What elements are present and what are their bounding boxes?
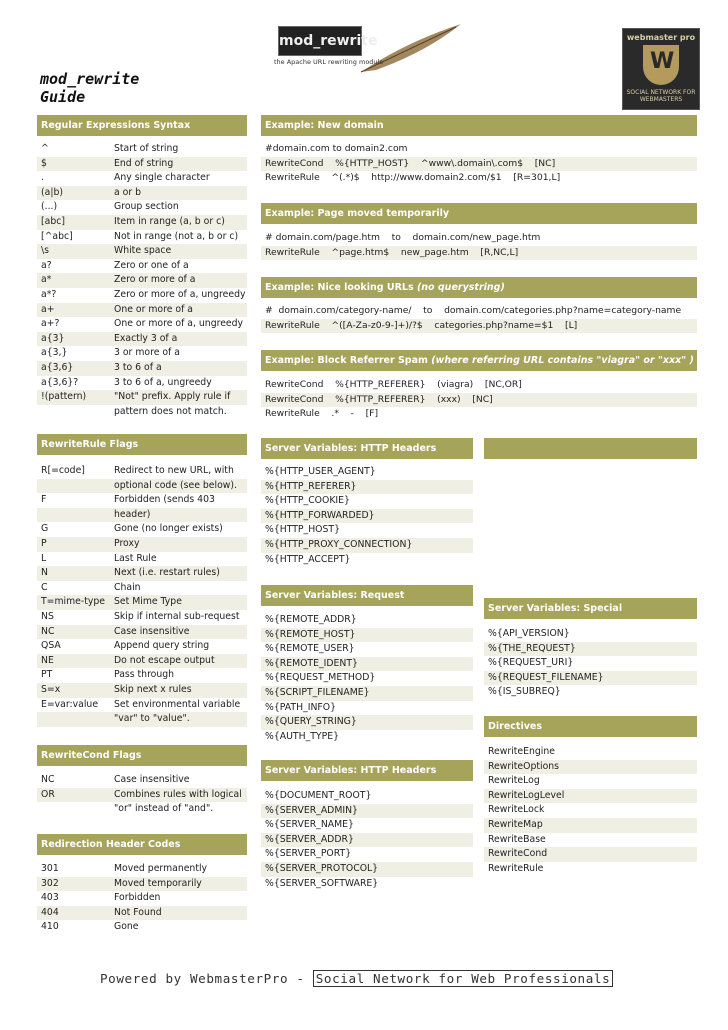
table-row [37,171,247,186]
table-row [37,464,247,479]
row-value: Do not escape output [114,654,215,666]
row-value: Set Mime Type [114,596,182,608]
row-value: Not Found [114,906,162,918]
row-key: 302 [41,877,59,889]
row-value: pattern does not match. [114,405,227,417]
ex-nice-heading [261,277,697,298]
row-value: One or more of a [114,303,194,315]
server-variable: %{REQUEST_FILENAME} [484,671,697,686]
sv-special-list [484,627,697,700]
table-row [37,773,247,788]
table-row [37,610,247,625]
directive-item: RewriteLock [488,804,545,816]
table-row [37,346,247,361]
row-key: NS [41,610,54,622]
server-variable: %{HTTP_ACCEPT} [265,553,351,565]
table-row [37,273,247,288]
row-key: T=mime-type [41,596,106,608]
directive-item: RewriteMap [484,818,697,833]
ex-referrer-heading [261,350,697,371]
code-line: RewriteRule ^page.htm$ new_page.htm [R,NC,L] [261,246,697,261]
row-key: \s [41,245,49,257]
row-value: 3 to 6 of a [114,361,162,373]
table-row [37,625,247,640]
server-variable: %{DOCUMENT_ROOT} [265,790,372,801]
row-key: [^abc] [41,230,73,242]
badge-subtitle: SOCIAL NETWORK FOR WEBMASTERS [626,89,696,103]
server-variable: %{SERVER_ADDR} [261,833,473,848]
sv-request-list [261,613,473,744]
ex-moved-heading: Example: Page moved temporarily [261,203,697,224]
row-value: End of string [114,157,174,169]
row-key: QSA [41,640,61,652]
row-key: N [41,567,48,579]
server-variable: %{SERVER_NAME} [265,819,354,831]
logo-subtitle: the Apache URL rewriting module [274,58,384,66]
row-value: Any single character [114,172,210,184]
directive-item: RewriteLog [488,775,540,787]
code-line: # domain.com/category-name/ to domain.com/categories.php?name=category-name [265,305,682,316]
row-value: Moved permanently [114,863,208,874]
row-key: G [41,523,49,535]
row-value: Append query string [114,640,210,652]
sv-http2-heading: Server Variables: HTTP Headers [261,760,473,781]
webmasterpro-badge[interactable]: webmaster pro W SOCIAL NETWORK FOR WEBMASTERS [622,28,700,110]
row-key: P [41,537,47,549]
table-row [37,891,247,906]
table-row [37,332,247,347]
server-variable: %{THE_REQUEST} [484,642,697,657]
row-key: 404 [41,906,59,918]
row-value: Combines rules with logical [114,788,242,800]
row-value: Skip next x rules [114,683,192,695]
row-value: Skip if internal sub-request [114,610,240,622]
table-row [37,479,247,494]
ex-domain-code [261,142,697,186]
directive-item: RewriteRule [488,862,544,874]
table-row [37,552,247,567]
server-variable: %{REMOTE_ADDR} [265,614,357,625]
table-row [37,157,247,172]
server-variable: %{HTTP_USER_AGENT} [265,466,376,477]
row-key: . [41,172,44,184]
title-line-2: Guide [40,88,86,106]
directive-item: RewriteLogLevel [484,789,697,804]
ex-referrer-code [261,378,697,422]
server-variable: %{HTTP_PROXY_CONNECTION} [261,538,473,553]
table-row [37,200,247,215]
table-row [37,920,247,935]
server-variable: %{API_VERSION} [488,628,570,639]
row-key: a{3,6} [41,361,74,373]
row-key: a{3,} [41,347,68,359]
regex-heading: Regular Expressions Syntax [37,115,247,136]
row-value: header) [114,508,151,520]
table-row [37,581,247,596]
redirect-heading: Redirection Header Codes [37,834,247,855]
row-key: a+ [41,303,55,315]
page-title [40,70,139,106]
row-value: Group section [114,201,179,213]
condflags-table [37,773,247,817]
table-row [37,654,247,669]
title-line-1: mod_rewrite [40,70,140,88]
row-key: PT [41,669,53,681]
flags-heading: RewriteRule Flags [37,434,247,455]
row-value: Last Rule [114,552,157,564]
row-key: (a|b) [41,186,63,198]
code-line: RewriteCond %{HTTP_HOST} ^www\.domain\.com$ [NC] [261,157,697,172]
row-value: Zero or more of a [114,274,196,286]
code-line: RewriteRule ^([A-Za-z0-9-]+)/?$ categories.php?name=$1 [L] [261,319,697,334]
logo-text: mod_rewrite [278,26,362,56]
row-value: One or more of a, ungreedy [114,318,244,330]
row-key: R[=code] [41,465,85,476]
sv-special-heading: Server Variables: Special [484,598,697,619]
row-value: Chain [114,581,141,593]
row-key: $ [41,157,47,169]
row-key: OR [41,788,55,800]
row-key: ^ [41,143,49,154]
server-variable: %{SCRIPT_FILENAME} [261,686,473,701]
row-value: Proxy [114,537,140,549]
row-key: C [41,581,48,593]
server-variable: %{AUTH_TYPE} [265,730,339,742]
ex-referrer-title: Example: Block Referrer Spam [265,355,428,366]
row-value: "Not" prefix. Apply rule if [114,391,231,403]
table-row [37,376,247,391]
row-key: E=var:value [41,698,99,710]
regex-table [37,142,247,419]
row-value: Gone (no longer exists) [114,523,223,535]
code-line: RewriteRule ^(.*)$ http://www.domain2.com/$1 [R=301,L] [265,172,561,184]
flags-table [37,464,247,727]
table-row [37,877,247,892]
table-row [37,802,247,817]
badge-title: webmaster pro [626,33,696,42]
feather-icon [356,22,466,78]
row-key: NC [41,625,55,637]
row-key: NE [41,654,54,666]
server-variable: %{REQUEST_URI} [488,657,574,669]
row-key: [abc] [41,215,65,227]
row-value: Case insensitive [114,625,190,637]
footer [100,971,613,986]
row-value: Not in range (not a, b or c) [114,230,239,242]
row-key: a? [41,259,52,271]
ex-referrer-subtitle: (where referring URL contains "viagra" or "xxx" ) [431,355,694,366]
row-key: a+? [41,318,60,330]
row-value: Redirect to new URL, with [114,465,234,476]
row-key: S=x [41,683,61,695]
table-row [37,493,247,508]
row-value: Forbidden [114,892,161,904]
server-variable: %{HTTP_REFERER} [261,480,473,495]
row-key: (...) [41,201,58,213]
table-row [37,244,247,259]
row-value: Item in range (a, b or c) [114,215,225,227]
row-value: 3 to 6 of a, ungreedy [114,376,212,388]
row-value: optional code (see below). [114,479,237,491]
row-value: Zero or more of a, ungreedy [114,288,246,300]
sv-request-heading: Server Variables: Request [261,585,473,606]
row-value: Set environmental variable [114,698,241,710]
server-variable: %{REMOTE_HOST} [261,628,473,643]
table-row [37,303,247,318]
server-variable: %{IS_SUBREQ} [488,686,561,698]
server-variable: %{HTTP_HOST} [265,524,340,536]
code-line: RewriteCond %{HTTP_REFERER} (xxx) [NC] [261,393,697,408]
ex-nice-subtitle: (no querystring) [416,282,505,293]
server-variable: %{REQUEST_METHOD} [265,672,376,684]
ex-moved-code [261,231,697,260]
sv-http-list [261,465,473,567]
table-row [37,566,247,581]
directives-heading: Directives [484,716,697,737]
table-row [37,142,247,157]
row-key: !(pattern) [41,391,87,403]
ex-nice-code [261,304,697,333]
row-value: "var" to "value". [114,713,190,725]
server-variable: %{REMOTE_IDENT} [261,657,473,672]
server-variable: %{HTTP_COOKIE} [265,495,350,507]
row-key: L [41,552,47,564]
redirect-table [37,862,247,935]
mod-rewrite-logo [266,22,466,78]
directives-list [484,745,697,876]
row-key: a*? [41,288,57,300]
table-row [37,230,247,245]
server-variable: %{REMOTE_USER} [265,643,355,655]
row-key: F [41,494,47,506]
footer-text: Powered by WebmasterPro - [100,971,313,986]
table-row [37,215,247,230]
code-line: RewriteCond %{HTTP_REFERER} (viagra) [NC,OR] [265,379,522,390]
table-row [37,906,247,921]
ex-nice-title: Example: Nice looking URLs [265,282,414,293]
directive-item: RewriteCond [484,847,697,862]
row-key: NC [41,774,55,785]
table-row [37,317,247,332]
table-row [37,390,247,405]
table-row [37,698,247,713]
row-key: a{3} [41,332,65,344]
row-value: 3 or more of a [114,347,180,359]
server-variable: %{SERVER_PROTOCOL} [261,862,473,877]
table-row [37,683,247,698]
directive-item: RewriteEngine [488,746,555,757]
directive-item: RewriteBase [488,833,546,845]
row-value: Case insensitive [114,774,190,785]
sv-http-heading: Server Variables: HTTP Headers [261,438,473,459]
table-row [37,186,247,201]
row-value: a or b [114,186,142,198]
row-value: Next (i.e. restart rules) [114,567,220,579]
table-row [37,712,247,727]
table-row [37,522,247,537]
condflags-heading: RewriteCond Flags [37,745,247,766]
row-value: Zero or one of a [114,259,189,271]
table-row [37,537,247,552]
row-value: Moved temporarily [114,877,202,889]
row-value: White space [114,245,172,257]
footer-link[interactable]: Social Network for Web Professionals [313,970,614,987]
row-value: Start of string [114,143,179,154]
ex-domain-heading: Example: New domain [261,115,697,136]
table-row [37,668,247,683]
row-key: a{3,6}? [41,376,79,388]
code-line: # domain.com/page.htm to domain.com/new_page.htm [265,232,541,243]
row-value: Pass through [114,669,175,681]
table-row [37,639,247,654]
row-value: "or" instead of "and". [114,803,214,815]
table-row [37,259,247,274]
directive-item: RewriteOptions [484,760,697,775]
server-variable: %{QUERY_STRING} [261,715,473,730]
table-row [37,361,247,376]
row-value: Gone [114,921,139,933]
server-variable: %{SERVER_PORT} [265,848,352,860]
row-key: 410 [41,921,59,933]
server-variable: %{PATH_INFO} [265,701,336,713]
row-key: a* [41,274,52,286]
table-row [37,595,247,610]
code-line: #domain.com to domain2.com [265,143,408,154]
table-row [37,862,247,877]
sv-http-heading-blank [484,438,697,459]
server-variable: %{SERVER_SOFTWARE} [265,877,379,889]
table-row [37,405,247,420]
table-row [37,788,247,803]
server-variable: %{HTTP_FORWARDED} [261,509,473,524]
table-row [37,508,247,523]
row-value: Exactly 3 of a [114,332,178,344]
row-value: Forbidden (sends 403 [114,494,215,506]
server-variable: %{SERVER_ADMIN} [261,804,473,819]
row-key: 403 [41,892,59,904]
row-key: 301 [41,863,59,874]
table-row [37,288,247,303]
code-line: RewriteRule .* - [F] [265,408,379,420]
sv-http2-list [261,789,473,891]
